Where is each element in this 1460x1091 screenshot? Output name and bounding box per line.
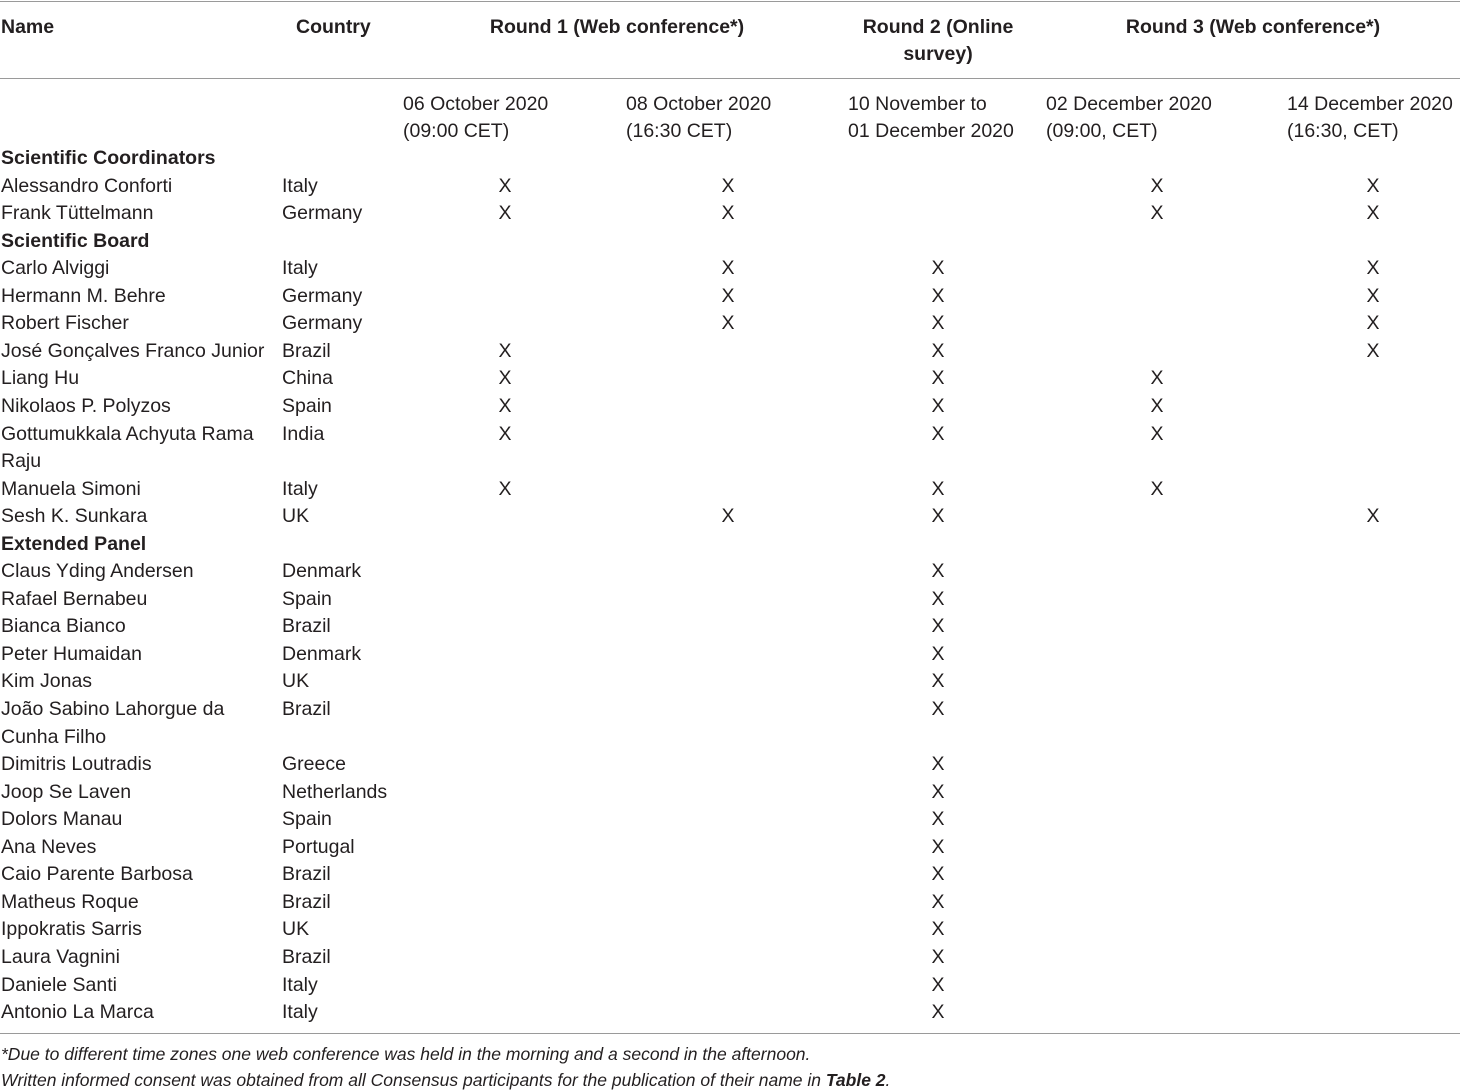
- participant-name: Manuela Simoni: [1, 477, 141, 500]
- attendance-mark: X: [721, 312, 735, 335]
- footnote-time-zones: *Due to different time zones one web conference was held in the morning and a second in the afternoon.: [1, 1044, 811, 1064]
- attendance-mark: X: [721, 202, 735, 225]
- participant-name: João Sabino Lahorgue da: [1, 698, 225, 720]
- date-r3b-line1: 14 December 2020: [1287, 93, 1453, 115]
- participant-country: Italy: [282, 973, 318, 996]
- participant-name: Sesh K. Sunkara: [1, 505, 148, 528]
- attendance-mark: X: [498, 174, 512, 197]
- header-round1: Round 1 (Web conference*): [489, 16, 745, 38]
- attendance-mark: X: [721, 505, 735, 528]
- footnote-consent-text: Written informed consent was obtained from all Consensus participants for the publication of their name in: [1, 1070, 826, 1090]
- section-heading: Scientific Board: [1, 229, 150, 252]
- participant-name: Caio Parente Barbosa: [1, 863, 193, 886]
- participant-country: UK: [282, 670, 310, 693]
- header-name: Name: [1, 16, 55, 38]
- participant-country: Brazil: [282, 615, 331, 638]
- attendance-mark: X: [931, 890, 945, 913]
- attendance-mark: X: [498, 422, 512, 445]
- attendance-mark: X: [1366, 284, 1380, 307]
- section-heading: Extended Panel: [1, 532, 147, 555]
- header-country: Country: [296, 16, 371, 38]
- attendance-mark: X: [931, 642, 945, 665]
- participant-country: Italy: [282, 257, 318, 280]
- date-r3b-line2: (16:30, CET): [1287, 120, 1399, 142]
- participant-country: Brazil: [282, 945, 331, 968]
- attendance-mark: X: [1366, 257, 1380, 280]
- attendance-mark: X: [931, 808, 945, 831]
- date-r1a-line1: 06 October 2020: [403, 93, 549, 115]
- participant-country: Italy: [282, 1001, 318, 1024]
- attendance-mark: X: [931, 587, 945, 610]
- participant-country: China: [282, 367, 333, 390]
- participant-country: Denmark: [282, 560, 362, 583]
- attendance-mark: X: [931, 257, 945, 280]
- date-r2-line1: 10 November to: [848, 93, 987, 115]
- table-reference-link[interactable]: Table 2: [825, 1070, 886, 1090]
- date-r3a-line2: (09:00, CET): [1046, 120, 1158, 142]
- participant-country: Netherlands: [282, 780, 388, 803]
- attendance-mark: X: [931, 863, 945, 886]
- attendance-mark: X: [931, 312, 945, 335]
- attendance-mark: X: [1150, 367, 1164, 390]
- participant-name: Rafael Bernabeu: [1, 587, 148, 610]
- date-r1b-line1: 08 October 2020: [626, 93, 772, 115]
- participant-name: Matheus Roque: [1, 890, 139, 913]
- participant-name: Daniele Santi: [1, 973, 117, 996]
- attendance-mark: X: [931, 670, 945, 693]
- date-r1a-line2: (09:00 CET): [403, 120, 510, 142]
- participant-name: Robert Fischer: [1, 312, 129, 335]
- attendance-mark: X: [721, 284, 735, 307]
- attendance-mark: X: [931, 973, 945, 996]
- attendance-mark: X: [931, 753, 945, 776]
- participant-country: Greece: [282, 753, 346, 776]
- attendance-mark: X: [931, 615, 945, 638]
- attendance-mark: X: [931, 339, 945, 362]
- attendance-mark: X: [498, 477, 512, 500]
- attendance-mark: X: [1366, 339, 1380, 362]
- attendance-mark: X: [931, 367, 945, 390]
- attendance-mark: X: [1150, 477, 1164, 500]
- attendance-mark: X: [931, 698, 945, 720]
- footnote-consent-end: .: [885, 1070, 891, 1090]
- attendance-mark: X: [931, 560, 945, 583]
- participant-country: Italy: [282, 477, 318, 500]
- participant-name: Ippokratis Sarris: [1, 918, 142, 941]
- attendance-mark: X: [1150, 422, 1164, 445]
- attendance-mark: X: [931, 918, 945, 941]
- participant-name: Carlo Alviggi: [1, 257, 110, 280]
- participant-country: Denmark: [282, 642, 362, 665]
- date-r2-line2: 01 December 2020: [848, 120, 1014, 142]
- attendance-mark: X: [931, 477, 945, 500]
- footnote-consent: [1, 1069, 890, 1091]
- participant-name: Claus Yding Andersen: [1, 560, 194, 583]
- participant-name: Gottumukkala Achyuta Rama: [1, 422, 254, 445]
- attendance-mark: X: [1366, 174, 1380, 197]
- attendance-mark: X: [1150, 202, 1164, 225]
- participant-name: Frank Tüttelmann: [1, 202, 154, 225]
- participant-country: Portugal: [282, 835, 355, 858]
- participant-country: Germany: [282, 284, 363, 307]
- date-r1b-line2: (16:30 CET): [626, 120, 733, 142]
- attendance-mark: X: [931, 945, 945, 968]
- section-heading: Scientific Coordinators: [1, 147, 216, 169]
- participant-name: Joop Se Laven: [1, 780, 132, 803]
- participant-country: India: [282, 422, 325, 445]
- participant-name: Dimitris Loutradis: [1, 753, 152, 776]
- table-bottom-rule: [0, 1033, 1460, 1034]
- participant-name-continued: Raju: [1, 450, 42, 473]
- attendance-mark: X: [1150, 394, 1164, 417]
- participant-country: Italy: [282, 174, 318, 197]
- attendance-mark: X: [721, 257, 735, 280]
- attendance-mark: X: [498, 367, 512, 390]
- participant-name: Bianca Bianco: [1, 615, 126, 638]
- participant-country: Spain: [282, 808, 332, 831]
- participant-country: Brazil: [282, 698, 331, 720]
- participant-name: Liang Hu: [1, 367, 80, 390]
- participant-name: Peter Humaidan: [1, 642, 142, 665]
- participant-name: Nikolaos P. Polyzos: [1, 394, 171, 417]
- participant-country: Brazil: [282, 339, 331, 362]
- attendance-mark: X: [931, 394, 945, 417]
- attendance-mark: X: [931, 505, 945, 528]
- participant-country: Brazil: [282, 863, 331, 886]
- attendance-mark: X: [498, 202, 512, 225]
- participant-name: Ana Neves: [1, 835, 97, 858]
- attendance-mark: X: [498, 339, 512, 362]
- participant-name: Alessandro Conforti: [1, 174, 173, 197]
- participant-country: UK: [282, 505, 310, 528]
- attendance-mark: X: [931, 284, 945, 307]
- participant-name: Antonio La Marca: [1, 1001, 154, 1024]
- participant-country: Spain: [282, 394, 332, 417]
- header-round2-line2: survey): [903, 43, 973, 65]
- participant-name: José Gonçalves Franco Junior: [1, 339, 265, 362]
- attendance-mark: X: [931, 835, 945, 858]
- attendance-mark: X: [1366, 202, 1380, 225]
- participant-name-continued: Cunha Filho: [1, 725, 107, 748]
- attendance-mark: X: [931, 422, 945, 445]
- participant-name: Kim Jonas: [1, 670, 93, 693]
- participant-country: Germany: [282, 202, 363, 225]
- attendance-mark: X: [931, 780, 945, 803]
- attendance-mark: X: [721, 174, 735, 197]
- header-round3: Round 3 (Web conference*): [1125, 16, 1381, 38]
- attendance-mark: X: [498, 394, 512, 417]
- participant-name: Hermann M. Behre: [1, 284, 166, 307]
- date-r3a-line1: 02 December 2020: [1046, 93, 1212, 115]
- attendance-mark: X: [1366, 505, 1380, 528]
- participant-name: Dolors Manau: [1, 808, 123, 831]
- participant-country: UK: [282, 918, 310, 941]
- participant-name: Laura Vagnini: [1, 945, 120, 968]
- attendance-mark: X: [931, 1001, 945, 1024]
- attendance-mark: X: [1366, 312, 1380, 335]
- participant-country: Brazil: [282, 890, 331, 913]
- participant-country: Germany: [282, 312, 363, 335]
- participant-country: Spain: [282, 587, 332, 610]
- attendance-mark: X: [1150, 174, 1164, 197]
- header-round2-line1: Round 2 (Online: [862, 16, 1014, 38]
